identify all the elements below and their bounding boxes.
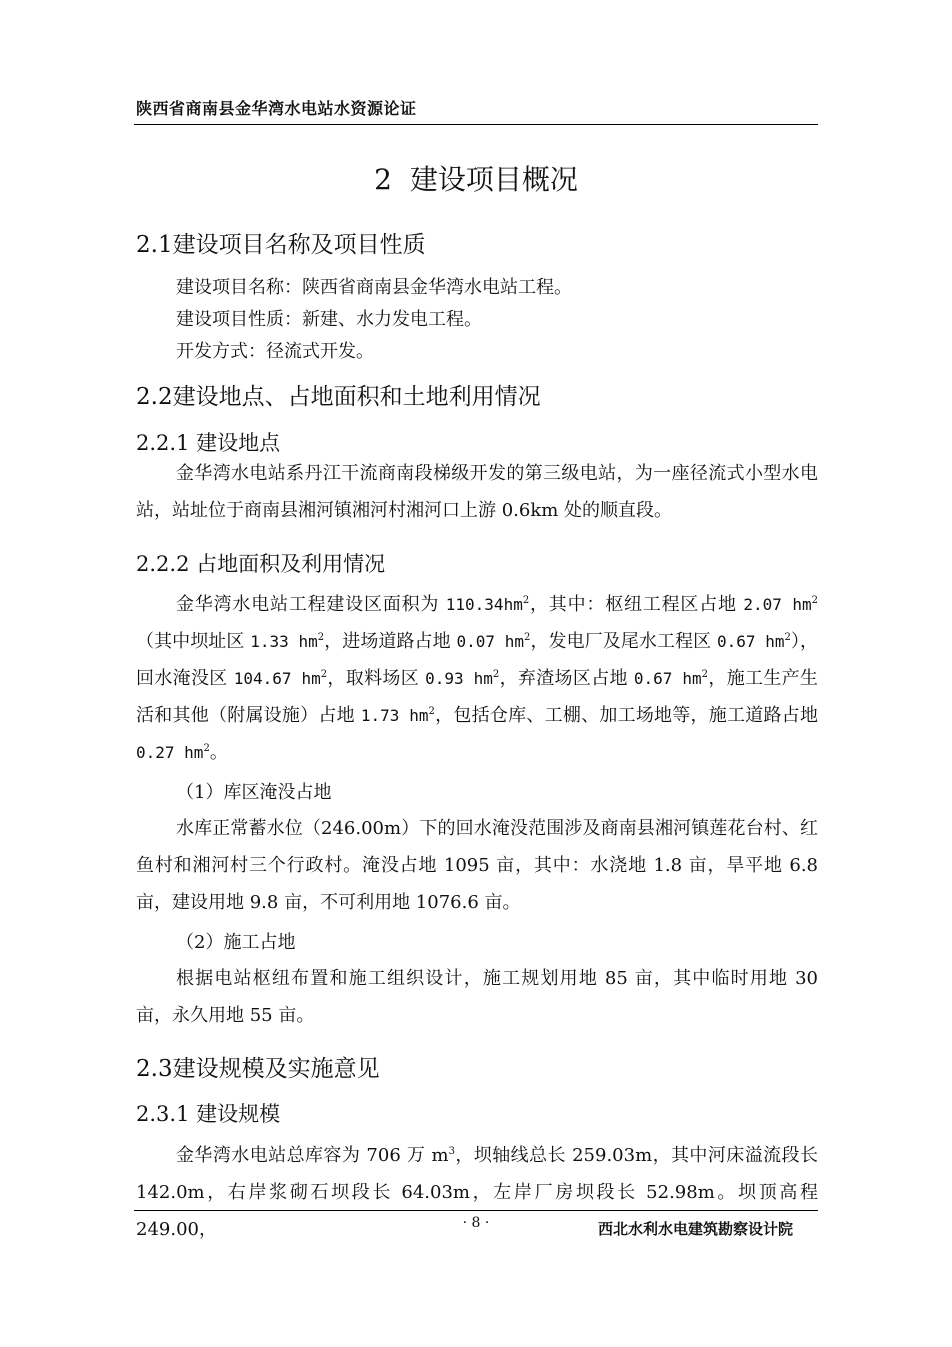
- running-header: 陕西省商南县金华湾水电站水资源论证: [136, 99, 417, 118]
- chapter-title: [0, 158, 952, 198]
- section-2-3-heading: 2.3建设规模及实施意见: [136, 1056, 380, 1082]
- construction-land-paragraph: 根据电站枢纽布置和施工组织设计，施工规划用地 85 亩，其中临时用地 30 亩，永久用地 55 亩。: [136, 968, 818, 1026]
- project-name-line: 建设项目名称：陕西省商南县金华湾水电站工程。: [176, 277, 572, 298]
- reservoir-inundation-title: （1）库区淹没占地: [176, 782, 332, 803]
- section-2-1-heading: 2.1建设项目名称及项目性质: [136, 232, 426, 258]
- chapter-heading: 建设项目概况: [409, 163, 578, 196]
- reservoir-inundation-paragraph: 水库正常蓄水位（246.00m）下的回水淹没范围涉及商南县湘河镇莲花台村、红鱼村和湘河村三个行政村。淹没占地 1095 亩，其中：水浇地 1.8 亩，旱平地 6.8 亩，建设用地 9.8 亩，不可利用地 1076.6 亩。: [136, 818, 818, 913]
- footer-rule: [134, 1210, 818, 1211]
- section-2-2-1-heading: 2.2.1 建设地点: [136, 431, 281, 455]
- scale-paragraph: 金华湾水电站总库容为 706 万 $m^3$，坝轴线总长 259.03m，其中河床溢流段长 142.0m，右岸浆砌石坝段长 64.03m，左岸厂房坝段长 52.98m。坝顶高程 249.00，: [136, 1145, 818, 1240]
- development-mode-line: 开发方式：径流式开发。: [176, 341, 374, 362]
- section-2-2-heading: 2.2建设地点、占地面积和土地利用情况: [136, 384, 541, 410]
- project-nature-line: 建设项目性质：新建、水力发电工程。: [176, 309, 482, 330]
- construction-land-title: （2）施工占地: [176, 932, 296, 953]
- footer-organization: 西北水利水电建筑勘察设计院: [598, 1220, 794, 1238]
- section-2-2-2-heading: 2.2.2 占地面积及利用情况: [136, 552, 386, 576]
- land-area-paragraph: 金华湾水电站工程建设区面积为 $110.34hm^2$，其中：枢纽工程区占地 2.07 $hm^2$（其中坝址区 1.33 $hm^2$，进场道路占地 0.07 $hm^2$，发电厂及尾水工程区 0.67 $hm^2$），回水淹没区 104.67 $hm^2$，取料场区 0.93 $hm^2$，弃渣场区占地 0.67 $hm^2$，施工生产生活和其他（附属设施）占地 1.73 $hm^2$，包括仓库、工棚、加工场地等，施工道路占地 0.27 $hm^2$。: [136, 594, 819, 763]
- chapter-number: 2: [374, 163, 392, 196]
- header-rule: [134, 124, 818, 125]
- location-paragraph: 金华湾水电站系丹江干流商南段梯级开发的第三级电站，为一座径流式小型水电站，站址位于商南县湘河镇湘河村湘河口上游 0.6km 处的顺直段。: [136, 463, 818, 521]
- section-2-3-1-heading: 2.3.1 建设规模: [136, 1102, 281, 1126]
- page-number: · 8 ·: [462, 1215, 490, 1231]
